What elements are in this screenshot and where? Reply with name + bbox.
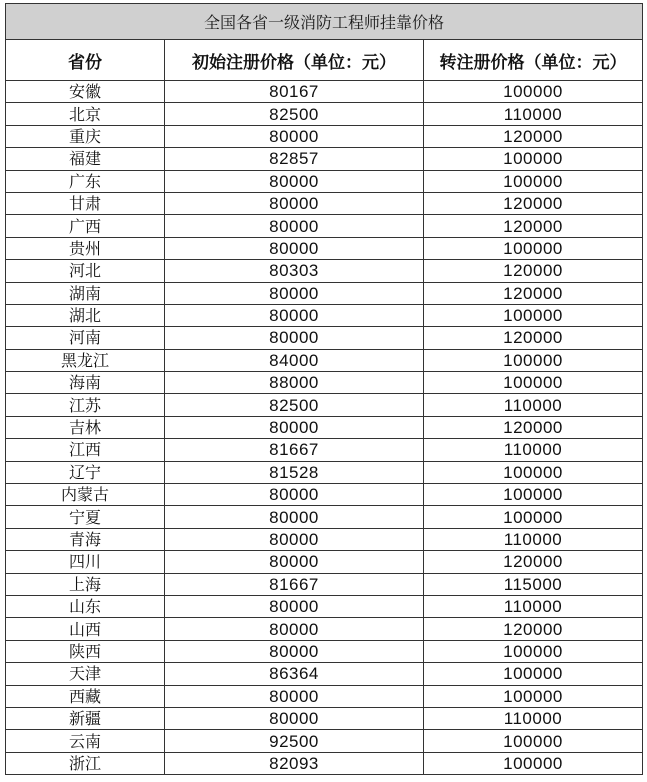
initial-price-cell: 80000 — [165, 618, 424, 640]
initial-price-cell: 82093 — [165, 752, 424, 774]
table-row — [6, 752, 643, 774]
province-cell: 浙江 — [6, 752, 165, 774]
initial-price-cell: 81667 — [165, 439, 424, 461]
table-row — [6, 506, 643, 528]
table-row — [6, 618, 643, 640]
initial-price-cell: 80000 — [165, 707, 424, 729]
title-row — [6, 4, 643, 40]
initial-price-cell: 80000 — [165, 304, 424, 326]
province-cell: 西藏 — [6, 685, 165, 707]
initial-price-cell: 82500 — [165, 103, 424, 125]
transfer-price-cell: 100000 — [424, 461, 643, 483]
transfer-price-cell: 120000 — [424, 192, 643, 214]
initial-price-cell: 92500 — [165, 730, 424, 752]
province-cell: 上海 — [6, 573, 165, 595]
transfer-price-cell: 100000 — [424, 685, 643, 707]
table-row — [6, 103, 643, 125]
transfer-price-cell: 100000 — [424, 640, 643, 662]
transfer-price-cell: 120000 — [424, 215, 643, 237]
province-cell: 黑龙江 — [6, 349, 165, 371]
province-cell: 新疆 — [6, 707, 165, 729]
price-table — [5, 3, 643, 775]
initial-price-cell: 80000 — [165, 528, 424, 550]
transfer-price-cell: 100000 — [424, 304, 643, 326]
transfer-price-cell: 100000 — [424, 484, 643, 506]
table-row — [6, 484, 643, 506]
initial-price-cell: 80303 — [165, 260, 424, 282]
transfer-price-cell: 120000 — [424, 618, 643, 640]
table-row — [6, 416, 643, 438]
transfer-price-cell: 120000 — [424, 327, 643, 349]
province-cell: 安徽 — [6, 81, 165, 103]
province-cell: 陕西 — [6, 640, 165, 662]
province-cell: 福建 — [6, 148, 165, 170]
province-cell: 甘肃 — [6, 192, 165, 214]
table-row — [6, 528, 643, 550]
table-row — [6, 237, 643, 259]
initial-price-cell: 81667 — [165, 573, 424, 595]
transfer-price-cell: 100000 — [424, 349, 643, 371]
table-row — [6, 125, 643, 147]
table-row — [6, 260, 643, 282]
transfer-price-cell: 110000 — [424, 439, 643, 461]
province-cell: 天津 — [6, 663, 165, 685]
transfer-price-cell: 120000 — [424, 416, 643, 438]
transfer-price-cell: 110000 — [424, 103, 643, 125]
table-row — [6, 327, 643, 349]
initial-price-cell: 81528 — [165, 461, 424, 483]
initial-price-cell: 80000 — [165, 327, 424, 349]
table-row — [6, 551, 643, 573]
table-row — [6, 663, 643, 685]
table-row — [6, 192, 643, 214]
transfer-price-cell: 120000 — [424, 551, 643, 573]
table-row — [6, 170, 643, 192]
table-row — [6, 215, 643, 237]
province-cell: 海南 — [6, 372, 165, 394]
transfer-price-cell: 120000 — [424, 282, 643, 304]
initial-price-cell: 88000 — [165, 372, 424, 394]
province-cell: 江西 — [6, 439, 165, 461]
table-row — [6, 439, 643, 461]
header-row — [6, 40, 643, 81]
initial-price-cell: 82500 — [165, 394, 424, 416]
transfer-price-cell: 100000 — [424, 237, 643, 259]
province-cell: 湖北 — [6, 304, 165, 326]
province-cell: 河北 — [6, 260, 165, 282]
table-row — [6, 81, 643, 103]
transfer-price-cell: 100000 — [424, 148, 643, 170]
table-row — [6, 730, 643, 752]
table-row — [6, 148, 643, 170]
province-cell: 宁夏 — [6, 506, 165, 528]
province-cell: 吉林 — [6, 416, 165, 438]
province-cell: 河南 — [6, 327, 165, 349]
province-cell: 江苏 — [6, 394, 165, 416]
table-row — [6, 640, 643, 662]
transfer-price-cell: 100000 — [424, 730, 643, 752]
initial-price-cell: 80000 — [165, 237, 424, 259]
table-row — [6, 372, 643, 394]
province-cell: 山东 — [6, 595, 165, 617]
table-row — [6, 349, 643, 371]
initial-price-cell: 80000 — [165, 484, 424, 506]
initial-price-cell: 80000 — [165, 506, 424, 528]
transfer-price-cell: 100000 — [424, 170, 643, 192]
initial-price-cell: 80000 — [165, 416, 424, 438]
transfer-price-cell: 100000 — [424, 752, 643, 774]
initial-price-cell: 80000 — [165, 551, 424, 573]
transfer-price-cell: 100000 — [424, 372, 643, 394]
province-cell: 云南 — [6, 730, 165, 752]
column-header-province: 省份 — [6, 40, 165, 81]
province-cell: 青海 — [6, 528, 165, 550]
province-cell: 重庆 — [6, 125, 165, 147]
initial-price-cell: 86364 — [165, 663, 424, 685]
table-row — [6, 573, 643, 595]
transfer-price-cell: 100000 — [424, 81, 643, 103]
transfer-price-cell: 110000 — [424, 394, 643, 416]
table-body — [6, 81, 643, 775]
initial-price-cell: 80000 — [165, 685, 424, 707]
initial-price-cell: 80000 — [165, 215, 424, 237]
transfer-price-cell: 110000 — [424, 528, 643, 550]
province-cell: 辽宁 — [6, 461, 165, 483]
table-row — [6, 707, 643, 729]
table-row — [6, 304, 643, 326]
province-cell: 四川 — [6, 551, 165, 573]
table-row — [6, 461, 643, 483]
transfer-price-cell: 115000 — [424, 573, 643, 595]
table-row — [6, 685, 643, 707]
transfer-price-cell: 120000 — [424, 125, 643, 147]
initial-price-cell: 80000 — [165, 125, 424, 147]
table-title: 全国各省一级消防工程师挂靠价格 — [6, 4, 643, 40]
province-cell: 北京 — [6, 103, 165, 125]
transfer-price-cell: 110000 — [424, 595, 643, 617]
table-row — [6, 282, 643, 304]
province-cell: 广东 — [6, 170, 165, 192]
initial-price-cell: 82857 — [165, 148, 424, 170]
province-cell: 山西 — [6, 618, 165, 640]
initial-price-cell: 80000 — [165, 170, 424, 192]
column-header-initial-price: 初始注册价格（单位：元） — [165, 40, 424, 81]
initial-price-cell: 80000 — [165, 595, 424, 617]
column-header-transfer-price: 转注册价格（单位：元） — [424, 40, 643, 81]
initial-price-cell: 80000 — [165, 640, 424, 662]
transfer-price-cell: 110000 — [424, 707, 643, 729]
transfer-price-cell: 100000 — [424, 663, 643, 685]
initial-price-cell: 80000 — [165, 282, 424, 304]
table-row — [6, 394, 643, 416]
province-cell: 贵州 — [6, 237, 165, 259]
initial-price-cell: 84000 — [165, 349, 424, 371]
province-cell: 湖南 — [6, 282, 165, 304]
transfer-price-cell: 120000 — [424, 260, 643, 282]
transfer-price-cell: 100000 — [424, 506, 643, 528]
table-row — [6, 595, 643, 617]
province-cell: 内蒙古 — [6, 484, 165, 506]
initial-price-cell: 80000 — [165, 192, 424, 214]
initial-price-cell: 80167 — [165, 81, 424, 103]
province-cell: 广西 — [6, 215, 165, 237]
